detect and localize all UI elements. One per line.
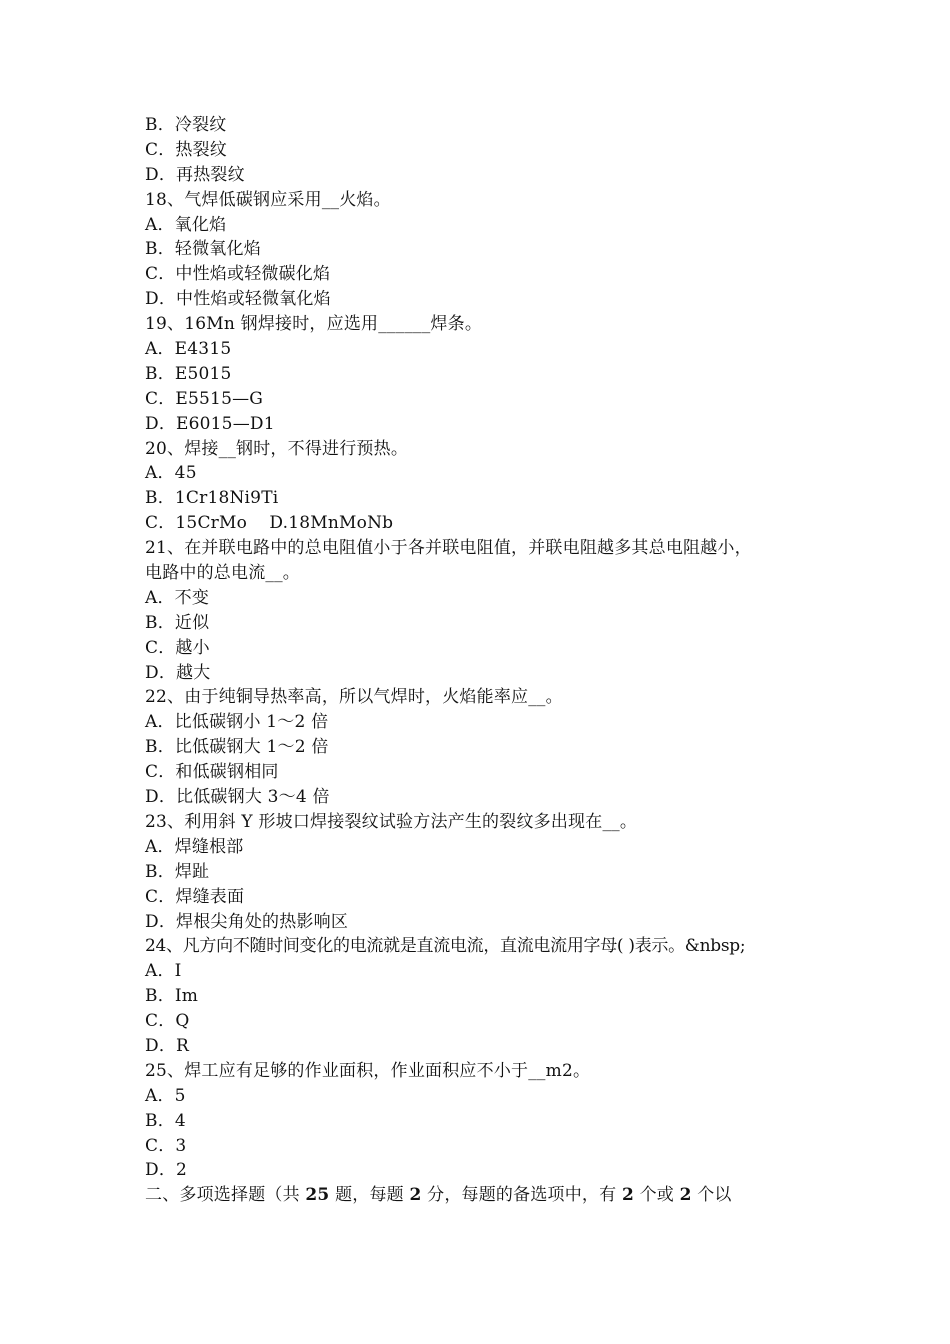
option-b-q17: B．冷裂纹 xyxy=(145,115,227,135)
option-d-q18: D．中性焰或轻微氧化焰 xyxy=(145,289,331,310)
option-c-q22: C．和低碳钢相同 xyxy=(145,762,279,783)
option-b-q20: B．1Cr18Ni9Ti xyxy=(145,488,279,509)
option-c-q17: C．热裂纹 xyxy=(145,139,228,160)
option-b-q21: B．近似 xyxy=(145,612,210,633)
option-d-q21: D．越大 xyxy=(145,662,211,683)
option-b-q22: B．比低碳钢大 1～2 倍 xyxy=(145,737,329,758)
question-19: 19、16Mn 钢焊接时，应选用______焊条。 xyxy=(145,314,483,335)
option-a-q21: A．不变 xyxy=(145,587,210,608)
option-d-q23: D．焊根尖角处的热影响区 xyxy=(145,911,349,932)
option-b-q23: B．焊趾 xyxy=(145,861,210,882)
question-21-line2: 电路中的总电流__。 xyxy=(145,563,300,584)
option-c-q23: C．焊缝表面 xyxy=(145,886,245,907)
option-c-q19: C．E5515—G xyxy=(145,388,264,409)
section-points: 2 xyxy=(409,1185,422,1206)
option-b-q18: B．轻微氧化焰 xyxy=(145,239,261,260)
option-a-q19: A．E4315 xyxy=(145,339,232,360)
option-a-q18: A．氧化焰 xyxy=(145,214,227,235)
option-c-q25: C．3 xyxy=(145,1135,187,1156)
option-d-q17: D．再热裂纹 xyxy=(145,164,245,185)
question-18: 18、气焊低碳钢应采用__火焰。 xyxy=(145,189,391,210)
question-23: 23、利用斜 Y 形坡口焊接裂纹试验方法产生的裂纹多出现在__。 xyxy=(145,811,638,832)
option-d-q22: D．比低碳钢大 3～4 倍 xyxy=(145,787,330,808)
option-c-q18: C．中性焰或轻微碳化焰 xyxy=(145,264,331,285)
option-a-q23: A．焊缝根部 xyxy=(145,836,244,857)
option-d-q19: D．E6015—D1 xyxy=(145,413,275,434)
option-b-q25: B．4 xyxy=(145,1110,186,1131)
section-mid1: 题，每题 xyxy=(329,1185,410,1206)
question-24: 24、凡方向不随时间变化的电流就是直流电流，直流电流用字母( )表示。&nbsp; xyxy=(145,936,746,957)
section-heading-multiple-choice xyxy=(145,1183,815,1208)
section-suffix: 个以 xyxy=(691,1185,732,1206)
option-b-q19: B．E5015 xyxy=(145,363,232,384)
option-c-q24: C．Q xyxy=(145,1011,190,1032)
question-25: 25、焊工应有足够的作业面积，作业面积应不小于__m2。 xyxy=(145,1060,591,1081)
question-22: 22、由于纯铜导热率高，所以气焊时，火焰能率应__。 xyxy=(145,687,563,708)
option-a-q22: A．比低碳钢小 1～2 倍 xyxy=(145,712,329,733)
option-d-q24: D．R xyxy=(145,1035,190,1056)
option-cd-q20: C．15CrMo D.18MnMoNb xyxy=(145,513,394,534)
section-n2: 2 xyxy=(679,1185,692,1206)
section-total-count: 25 xyxy=(305,1185,330,1206)
option-d-q25: D．2 xyxy=(145,1160,188,1181)
option-a-q25: A．5 xyxy=(145,1085,186,1106)
section-prefix: 二、多项选择题（共 xyxy=(145,1185,306,1206)
question-21-line1: 21、在并联电路中的总电阻值小于各并联电阻值，并联电阻越多其总电阻越小， xyxy=(145,538,752,559)
section-mid3: 个或 xyxy=(633,1185,680,1206)
section-n1: 2 xyxy=(621,1185,634,1206)
page-content xyxy=(145,113,815,1208)
question-20: 20、焊接__钢时，不得进行预热。 xyxy=(145,438,409,459)
option-b-q24: B．Im xyxy=(145,986,199,1007)
section-mid2: 分，每题的备选项中，有 xyxy=(421,1185,622,1206)
option-c-q21: C．越小 xyxy=(145,637,210,658)
option-a-q24: A．I xyxy=(145,961,182,982)
option-a-q20: A．45 xyxy=(145,463,197,484)
